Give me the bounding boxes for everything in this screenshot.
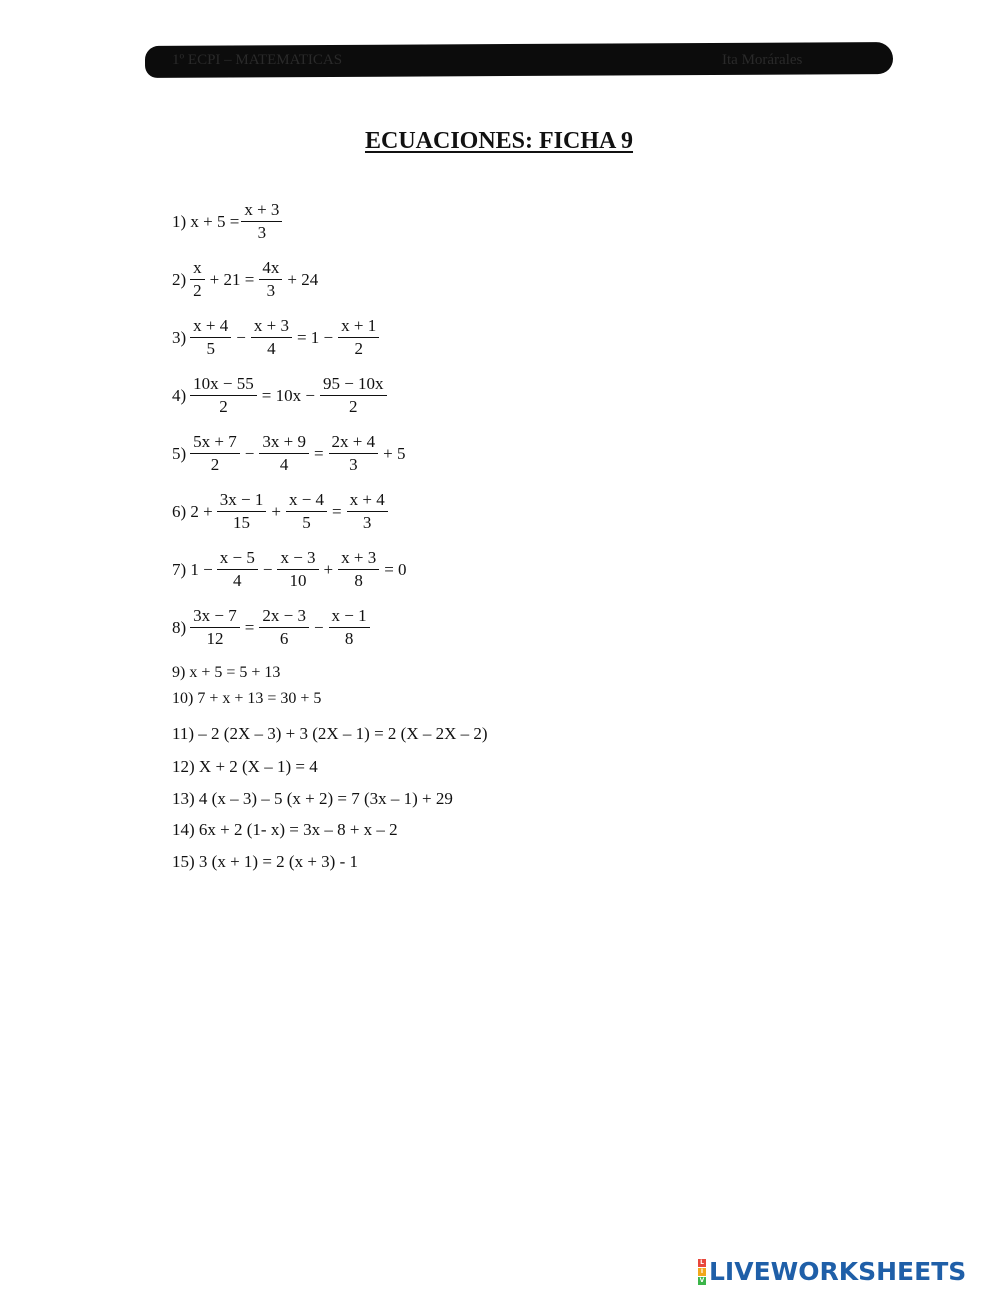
fraction [259, 258, 282, 301]
logo-blocks-icon [698, 1259, 706, 1285]
logo-text: LIVEWORKSHEETS [709, 1257, 967, 1286]
denominator: 2 [193, 281, 202, 300]
equation-label: 1) x + 5 = [172, 211, 240, 231]
logo-block-i: I [698, 1268, 706, 1276]
fraction [259, 606, 309, 649]
logo-block-l: L [698, 1259, 706, 1267]
denominator: 5 [302, 513, 311, 532]
equation-1 [172, 200, 284, 243]
denominator: 2 [354, 339, 363, 358]
denominator: 8 [354, 571, 363, 590]
numerator: x − 1 [329, 606, 370, 628]
denominator: 4 [233, 571, 242, 590]
denominator: 3 [349, 455, 358, 474]
equation-label: 6) 2 + [172, 501, 213, 521]
equation-label: 4) [172, 385, 187, 405]
fraction [190, 606, 240, 649]
operator: = 0 [384, 559, 407, 579]
fraction [329, 432, 379, 475]
denominator: 6 [279, 629, 289, 648]
denominator: 12 [206, 629, 224, 648]
numerator: 95 − 10x [320, 374, 387, 396]
operator: + 24 [287, 269, 319, 289]
equation-15: 15) 3 (x + 1) = 2 (x + 3) - 1 [172, 852, 358, 871]
fraction [217, 490, 267, 533]
equation-11: 11) – 2 (2X – 3) + 3 (2X – 1) = 2 (X – 2X – 2) [172, 724, 488, 743]
numerator: x + 4 [347, 490, 388, 512]
fraction [217, 548, 258, 591]
operator: − [236, 327, 246, 347]
operator: = [244, 617, 255, 637]
operator: = [313, 443, 324, 463]
fraction [329, 606, 370, 649]
equation-10: 10) 7 + x + 13 = 30 + 5 [172, 690, 322, 707]
numerator: x − 3 [277, 548, 318, 570]
operator: + 5 [383, 443, 406, 463]
equation-5 [172, 432, 408, 475]
numerator: 3x − 7 [190, 606, 240, 628]
operator: = [332, 501, 342, 521]
numerator: 2x + 4 [329, 432, 379, 454]
page-title: ECUACIONES: FICHA 9 [364, 128, 634, 154]
denominator: 8 [344, 629, 354, 648]
numerator: x + 1 [338, 316, 379, 338]
equation-4 [172, 374, 389, 417]
denominator: 2 [219, 397, 228, 416]
operator: + 21 = [209, 269, 255, 289]
fraction [320, 374, 387, 417]
numerator: 4x [259, 258, 282, 280]
denominator: 3 [266, 281, 276, 300]
equation-13: 13) 4 (x – 3) – 5 (x + 2) = 7 (3x – 1) + 29 [172, 789, 453, 808]
equation-label: 3) [172, 327, 187, 347]
operator: − [244, 443, 255, 463]
equation-label: 8) [172, 617, 187, 637]
numerator: x − 5 [217, 548, 258, 570]
numerator: 5x + 7 [190, 432, 240, 454]
numerator: 3x + 9 [259, 432, 309, 454]
operator: − [313, 617, 324, 637]
equation-3 [172, 316, 381, 359]
fraction [190, 316, 231, 359]
equation-6 [172, 490, 390, 533]
numerator: 10x − 55 [190, 374, 257, 396]
fraction [190, 374, 257, 417]
equation-label: 7) 1 − [172, 559, 213, 579]
numerator: x + 3 [338, 548, 379, 570]
equation-12: 12) X + 2 (X – 1) = 4 [172, 757, 318, 776]
fraction [277, 548, 318, 591]
numerator: x + 4 [190, 316, 231, 338]
operator: − [262, 559, 273, 579]
denominator: 4 [267, 339, 276, 358]
equation-7 [172, 548, 410, 591]
operator: = 10x − [261, 385, 315, 405]
fraction [338, 548, 379, 591]
equation-8 [172, 606, 372, 649]
fraction [338, 316, 379, 359]
denominator: 3 [257, 223, 267, 242]
denominator: 10 [289, 571, 307, 590]
numerator: x [190, 258, 205, 280]
equation-label: 5) [172, 443, 187, 463]
denominator: 3 [362, 513, 372, 532]
equation-2 [172, 258, 321, 301]
denominator: 15 [233, 513, 251, 532]
liveworksheets-logo [698, 1257, 966, 1286]
numerator: 2x − 3 [259, 606, 309, 628]
numerator: x + 3 [251, 316, 292, 338]
fraction [190, 258, 205, 301]
fraction [251, 316, 292, 359]
equation-14: 14) 6x + 2 (1- x) = 3x – 8 + x – 2 [172, 820, 398, 839]
denominator: 2 [349, 397, 358, 416]
denominator: 5 [206, 339, 215, 358]
numerator: x + 3 [241, 200, 282, 222]
fraction [286, 490, 327, 533]
operator: + [323, 559, 334, 579]
denominator: 2 [210, 455, 220, 474]
fraction [347, 490, 388, 533]
numerator: x − 4 [286, 490, 327, 512]
fraction [259, 432, 309, 475]
fraction [190, 432, 240, 475]
header-right-text: Ita Morárales [722, 52, 803, 68]
numerator: 3x − 1 [217, 490, 267, 512]
header-left-text: 1º ECPI – MATEMATICAS [172, 52, 343, 68]
logo-block-v: V [699, 1276, 705, 1284]
equation-label: 2) [172, 269, 187, 289]
operator: = 1 − [296, 327, 334, 347]
fraction [241, 200, 282, 243]
equation-9: 9) x + 5 = 5 + 13 [172, 664, 281, 681]
operator: + [271, 501, 281, 521]
denominator: 4 [279, 455, 289, 474]
